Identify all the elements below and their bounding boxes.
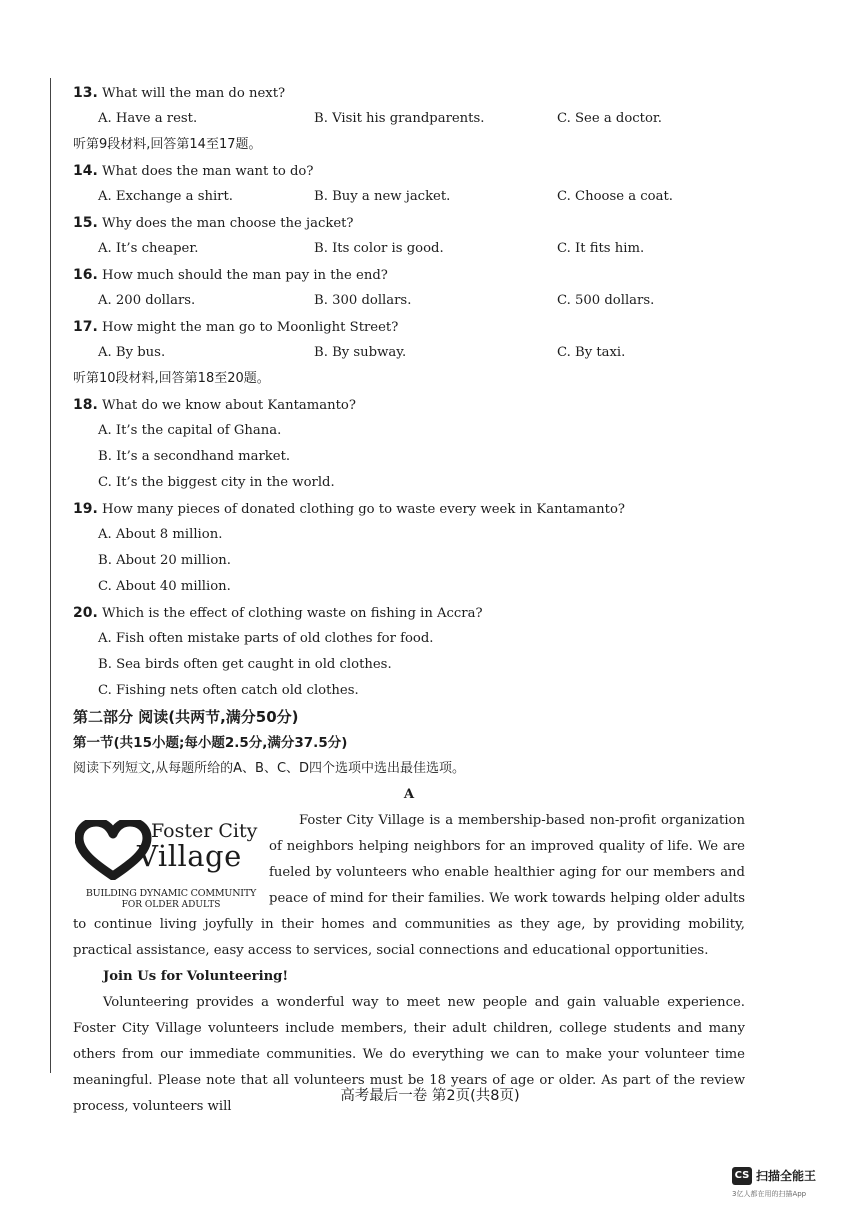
- logo-text-foster-city: Foster City: [151, 820, 258, 842]
- option-c: C. It fits him.: [557, 241, 645, 256]
- question-block: [73, 392, 745, 704]
- join-heading: Join Us for Volunteering!: [103, 969, 289, 984]
- option-b: B. About 20 million.: [98, 553, 231, 568]
- question-20: 20. Which is the effect of clothing waste on fishing in Accra?: [73, 605, 483, 621]
- question-13-options: [73, 106, 745, 132]
- option-a: A. Fish often mistake parts of old clothes for food.: [98, 631, 434, 646]
- question-14-options: [73, 184, 745, 210]
- scanner-app-subtitle: 3亿人都在用的扫描App: [732, 1190, 807, 1198]
- question-18: 18. What do we know about Kantamanto?: [73, 397, 356, 413]
- question-19: 19. How many pieces of donated clothing go to waste every week in Kantamanto?: [73, 501, 625, 517]
- option-a: A. 200 dollars.: [98, 293, 196, 308]
- option-c: C. See a doctor.: [557, 111, 662, 126]
- option-a: A. By bus.: [98, 345, 166, 360]
- passage-a: [73, 808, 745, 1120]
- join-paragraph: Volunteering provides a wonderful way to meet new people and gain valuable experience. Foster City Village volunteers include members, their adult children, college students and many others from our immediate communities. We do everything we can to make your volunteer time meaningful. Please note that all volunteers must be 18 years of age or older. As part of the review process, volunteers will: [73, 995, 745, 1114]
- part-two-title: 第二部分 阅读(共两节,满分50分): [73, 708, 299, 726]
- option-c: C. Fishing nets often catch old clothes.: [98, 683, 359, 698]
- option-c: C. By taxi.: [557, 345, 626, 360]
- question-block: [73, 80, 745, 132]
- section-one-title: 第一节(共15小题;每小题2.5分,满分37.5分): [73, 735, 348, 751]
- page-footer: 高考最后一卷 第2页(共8页): [340, 1088, 520, 1104]
- option-a: A. About 8 million.: [98, 527, 223, 542]
- option-a: A. Exchange a shirt.: [98, 189, 233, 204]
- scanner-watermark: [732, 1165, 842, 1205]
- margin-rule: [50, 78, 51, 1073]
- option-a: A. It’s the capital of Ghana.: [98, 423, 282, 438]
- logo-text-village: Village: [137, 839, 242, 873]
- question-17: 17. How might the man go to Moonlight Street?: [73, 319, 399, 335]
- question-13: 13. What will the man do next?: [73, 85, 286, 101]
- option-b: B. 300 dollars.: [314, 293, 412, 308]
- question-block: [73, 158, 745, 366]
- option-b: B. Buy a new jacket.: [314, 189, 451, 204]
- question-17-options: [73, 340, 745, 366]
- option-c: C. About 40 million.: [98, 579, 231, 594]
- passage-letter: A: [403, 787, 415, 802]
- instruction-section-9: 听第9段材料,回答第14至17题。: [73, 137, 262, 152]
- instruction-section-10: 听第10段材料,回答第18至20题。: [73, 371, 270, 386]
- question-14: 14. What does the man want to do?: [73, 163, 314, 179]
- option-a: A. It’s cheaper.: [98, 241, 199, 256]
- option-c: C. It’s the biggest city in the world.: [98, 475, 335, 490]
- option-c: C. Choose a coat.: [557, 189, 673, 204]
- logo-tagline: BUILDING DYNAMIC COMMUNITY: [85, 888, 257, 899]
- scanner-app-name: 扫描全能王: [756, 1169, 817, 1183]
- question-16-options: [73, 288, 745, 314]
- page-content: [73, 80, 745, 1120]
- question-15: 15. Why does the man choose the jacket?: [73, 215, 354, 231]
- option-b: B. Visit his grandparents.: [314, 111, 485, 126]
- option-b: B. Its color is good.: [314, 241, 444, 256]
- question-15-options: [73, 236, 745, 262]
- option-c: C. 500 dollars.: [557, 293, 655, 308]
- intro-paragraph: Foster City Village is a membership-based non-profit organization of neighbors helping neighbors for an improved quality of life. We are fueled by volunteers who enable healthier aging for our members and peace of mind for their families. We work towards helping older adults to continue living joyfully in their homes and communities as they age, by providing mobility, practical assistance, easy access to services, social connections and educational opportunities.: [73, 813, 745, 958]
- cs-logo-icon: CS: [732, 1167, 752, 1185]
- logo-tagline-2: FOR OLDER ADULTS: [121, 900, 221, 910]
- reading-instruction: 阅读下列短文,从每题所给的A、B、C、D四个选项中选出最佳选项。: [73, 761, 466, 776]
- foster-city-village-logo: [73, 808, 263, 912]
- option-a: A. Have a rest.: [98, 111, 198, 126]
- option-b: B. Sea birds often get caught in old clothes.: [98, 657, 392, 672]
- option-b: B. By subway.: [314, 345, 407, 360]
- option-b: B. It’s a secondhand market.: [98, 449, 291, 464]
- question-16: 16. How much should the man pay in the end?: [73, 267, 388, 283]
